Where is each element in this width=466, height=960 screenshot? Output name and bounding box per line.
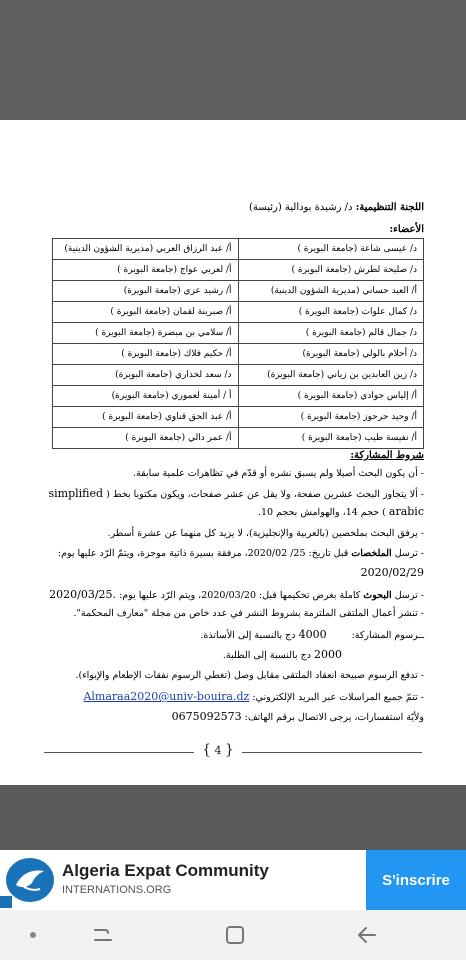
condition-6 (49, 588, 424, 601)
condition-3-text: ) حجم 14، والهوامش بحجم 10. (257, 507, 386, 518)
ad-info-icon[interactable] (0, 896, 12, 908)
members-row (53, 239, 424, 260)
condition-2-text: - ألا يتجاوز البحث عشرين صفحة، ولا يقل عن عشر صفحات، ويكون مكتوبا بخط ( (106, 489, 424, 500)
member-cell: أ/ عبد الحق قناوي (جامعة البويرة ) (53, 407, 239, 428)
fee-label: ــرسوم المشاركة: (351, 630, 424, 641)
member-cell: أ/ لعربي عواج (جامعة البويرة ) (53, 260, 239, 281)
condition-6-date: 2020/03/25. (49, 588, 117, 601)
member-cell: د/ عيسى شاعة (جامعة البويرة ) (238, 239, 424, 260)
condition-1: - أن يكون البحث أصيلا ولم يسبق نشره أو قدّم في تظاهرات علمية سابقة. (133, 468, 424, 479)
fee-students-label: دج بالنسبة إلى الطلبة. (222, 650, 311, 661)
condition-10 (172, 710, 424, 723)
condition-6-prefix: - ترسل (394, 590, 424, 601)
members-row (53, 302, 424, 323)
member-cell: أ/ حكيم فلاك (جامعة البويرة ) (53, 344, 239, 365)
condition-5 (58, 548, 424, 559)
ad-title[interactable]: Algeria Expat Community (62, 861, 269, 880)
member-cell: د/ أحلام بالولي (جامعة البويرة) (238, 344, 424, 365)
home-icon[interactable] (224, 924, 246, 946)
fee-professors-label: دج بالنسبة إلى الأساتذة. (200, 630, 296, 641)
footer-rule-left (44, 752, 194, 753)
dot-icon[interactable] (30, 932, 36, 938)
committee-head: د/ رشيدة بودالية (رئيسة) (249, 202, 353, 213)
condition-4: - يرفق البحث بملخصين (بالعربية والإنجليزية)، لا يزيد كل منهما عن عشرة أسطر. (107, 528, 424, 539)
condition-2-font: simplified (48, 487, 104, 500)
recents-icon[interactable] (92, 924, 114, 946)
member-cell: أ/ صبرينة لقمان (جامعة البويرة ) (53, 302, 239, 323)
members-row (53, 260, 424, 281)
fee-professors-amount: 4000 (298, 628, 327, 641)
member-cell: أ/ سلامي بن مبصرة (جامعة البويرة ) (53, 323, 239, 344)
members-row (53, 428, 424, 449)
document-page[interactable] (0, 120, 466, 785)
condition-5-date: 2020/02/29 (360, 566, 424, 579)
condition-7: - تنشر أعمال الملتقى الملتزمة بشروط النشر في عدد خاص من مجلة "معارف المحكمة". (73, 608, 424, 619)
condition-5-prefix: - ترسل (394, 548, 424, 559)
members-row (53, 281, 424, 302)
members-row (53, 344, 424, 365)
condition-6-text: كاملة بغرض تحكيمها قبل: 2020/03/20، ويتم الرّد عليها يوم: (119, 590, 361, 601)
fees-students (223, 648, 342, 661)
fees-professors (200, 628, 424, 641)
condition-10-text: ولأيّة استفسارات، يرجى الاتصال برقم الهاتف: (244, 712, 424, 723)
members-row (53, 407, 424, 428)
committee-label: اللجنة التنظيمية: (355, 202, 424, 213)
members-title: الأعضاء: (389, 224, 424, 235)
condition-9 (83, 690, 424, 703)
signup-button[interactable]: S'inscrire (366, 850, 466, 910)
members-row (53, 365, 424, 386)
condition-5-text: قبل تاريخ: 25/ 2020/02، مرفقة بسيرة ذاتية موجزة، ويتمّ الرّد عليها يوم: (57, 548, 349, 559)
member-cell: أ/ نفيسة طيب (جامعة البويرة ) (238, 428, 424, 449)
member-cell: د/ جمال قالم (جامعة البويرة ) (238, 323, 424, 344)
ad-subtitle: INTERNATIONS.ORG (62, 884, 172, 896)
condition-3 (258, 505, 424, 518)
phone-number: 0675092573 (171, 710, 242, 723)
ad-banner[interactable] (0, 850, 466, 910)
members-row (53, 386, 424, 407)
member-cell: د/ صليحة لطرش (جامعة البويرة ) (238, 260, 424, 281)
page-number-value: 4 (214, 744, 222, 757)
member-cell: أ/ رشيد عزي (جامعة البويرة) (53, 281, 239, 302)
bottom-gray-area (0, 785, 466, 850)
member-cell: أ/ وحيد حرحوز (جامعة البويرة ) (238, 407, 424, 428)
member-cell: د/ سعد لخذاري (جامعة البويرة) (53, 365, 239, 386)
top-gray-area (0, 0, 466, 120)
condition-5-bold: الملخصات (351, 548, 392, 559)
member-cell: أ/ العيد حساني (مديرية الشؤون الدينية) (238, 281, 424, 302)
page-number: { 4 } (202, 742, 234, 758)
back-icon[interactable] (356, 924, 378, 946)
dove-icon (14, 867, 46, 893)
conditions-title: شروط المشاركة: (350, 450, 424, 461)
email-link[interactable]: Almaraa2020@univ-bouira.dz (83, 690, 250, 703)
condition-3-font: arabic (388, 505, 424, 518)
footer-rule-right (242, 752, 422, 753)
fee-students-amount: 2000 (314, 648, 342, 661)
condition-6-bold: البحوث (363, 590, 392, 601)
member-cell: أ/ عبد الرزاق العربي (مديرية الشؤون الدينية) (53, 239, 239, 260)
member-cell: د/ زين العابدين بن زياني (جامعة البويرة) (238, 365, 424, 386)
system-navigation-bar (0, 910, 466, 960)
condition-2 (49, 487, 425, 500)
condition-5-date-line (361, 566, 424, 579)
ad-logo[interactable] (6, 858, 54, 902)
member-cell: أ/ إلياس جوادي (جامعة البويرة ) (238, 386, 424, 407)
member-cell: د/ كمال علوات (جامعة البويرة ) (238, 302, 424, 323)
condition-9-text: - تتمّ جميع المراسلات عبر البريد الإلكتروني: (252, 692, 424, 703)
organizing-committee (249, 202, 424, 213)
member-cell: أ / أمينة لعموري (جامعة البويرة) (53, 386, 239, 407)
condition-8: - تدفع الرسوم صبيحة انعقاد الملتقى مقابل وصل (تغطي الرسوم نفقات الإطعام والإيواء). (75, 670, 424, 681)
member-cell: أ/ عمر دالي (جامعة البويرة ) (53, 428, 239, 449)
members-row (53, 323, 424, 344)
members-table (52, 238, 424, 449)
